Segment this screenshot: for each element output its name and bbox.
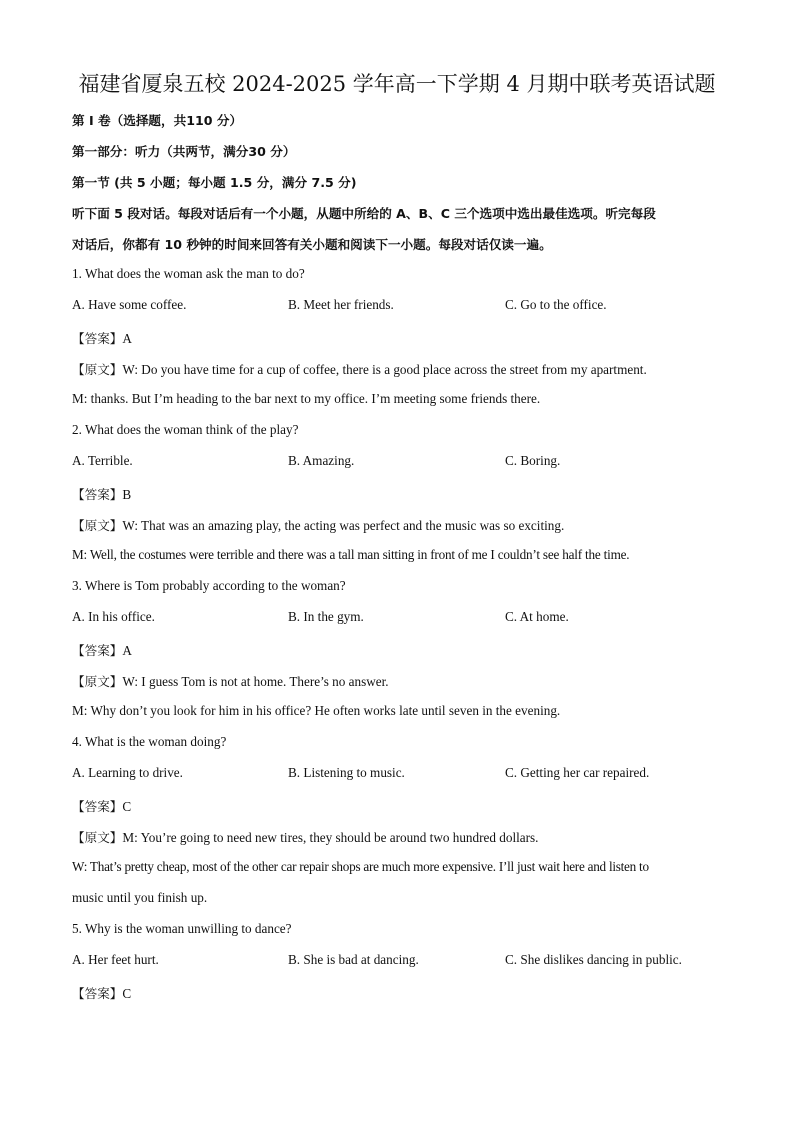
answer-value: C bbox=[122, 986, 132, 1001]
answer-line bbox=[72, 328, 132, 347]
part-heading: 第一部分：听力（共两节，满分30 分） bbox=[72, 144, 296, 159]
answer-value: A bbox=[122, 331, 132, 346]
subsection-heading: 第一节 (共 5 小题；每小题 1.5 分，满分 7.5 分) bbox=[72, 175, 357, 190]
answer-tag: 【答案】 bbox=[72, 986, 123, 1001]
option-b: B. She is bad at dancing. bbox=[288, 952, 419, 967]
answer-line bbox=[72, 983, 131, 1002]
instruction-line: 对话后，你都有 10 秒钟的时间来回答有关小题和阅读下一小题。每段对话仅读一遍。 bbox=[72, 237, 552, 252]
option-a: A. In his office. bbox=[72, 609, 155, 624]
answer-tag: 【答案】 bbox=[72, 643, 123, 658]
script-tag: 【原文】 bbox=[72, 674, 123, 689]
script-line: music until you finish up. bbox=[72, 890, 208, 905]
script-text: W: I guess Tom is not at home. There’s no answer. bbox=[122, 674, 389, 689]
answer-value: B bbox=[122, 487, 132, 502]
option-b: B. Meet her friends. bbox=[288, 297, 394, 312]
option-a: A. Terrible. bbox=[72, 453, 133, 468]
script-tag: 【原文】 bbox=[72, 830, 123, 845]
script-text: M: You’re going to need new tires, they should be around two hundred dollars. bbox=[122, 830, 539, 845]
option-b: B. Amazing. bbox=[288, 453, 355, 468]
question-text: 1. What does the woman ask the man to do? bbox=[72, 266, 305, 281]
question-text: 5. Why is the woman unwilling to dance? bbox=[72, 921, 292, 936]
option-c: C. At home. bbox=[505, 609, 569, 624]
question-text: 4. What is the woman doing? bbox=[72, 734, 227, 749]
script-line: W: That’s pretty cheap, most of the other car repair shops are much more expensive. I’ll just wait here and listen to bbox=[72, 859, 649, 874]
script-line bbox=[72, 671, 389, 690]
instruction-line: 听下面 5 段对话。每段对话后有一个小题，从题中所给的 A、B、C 三个选项中选出最佳选项。听完每段 bbox=[72, 206, 656, 221]
answer-tag: 【答案】 bbox=[72, 331, 123, 346]
option-c: C. Boring. bbox=[505, 453, 561, 468]
script-line: M: thanks. But I’m heading to the bar next to my office. I’m meeting some friends there. bbox=[72, 391, 541, 406]
option-c: C. Go to the office. bbox=[505, 297, 607, 312]
option-b: B. Listening to music. bbox=[288, 765, 405, 780]
script-line bbox=[72, 359, 647, 378]
script-line bbox=[72, 827, 538, 846]
answer-value: C bbox=[122, 799, 132, 814]
script-text: W: Do you have time for a cup of coffee, there is a good place across the street from my apartment. bbox=[122, 362, 647, 377]
option-a: A. Have some coffee. bbox=[72, 297, 187, 312]
script-line: M: Well, the costumes were terrible and there was a tall man sitting in front of me I couldn’t see half the time. bbox=[72, 547, 630, 562]
answer-line bbox=[72, 484, 131, 503]
answer-line bbox=[72, 640, 132, 659]
question-text: 3. Where is Tom probably according to the woman? bbox=[72, 578, 346, 593]
answer-line bbox=[72, 796, 131, 815]
script-line bbox=[72, 515, 564, 534]
option-c: C. She dislikes dancing in public. bbox=[505, 952, 682, 967]
answer-tag: 【答案】 bbox=[72, 799, 123, 814]
option-b: B. In the gym. bbox=[288, 609, 364, 624]
section-heading: 第 I 卷（选择题，共110 分） bbox=[72, 113, 243, 128]
answer-value: A bbox=[122, 643, 132, 658]
option-c: C. Getting her car repaired. bbox=[505, 765, 650, 780]
script-line: M: Why don’t you look for him in his office? He often works late until seven in the evening. bbox=[72, 703, 561, 718]
page-title: 福建省厦泉五校 2024-2025 学年高一下学期 4 月期中联考英语试题 bbox=[78, 72, 716, 96]
answer-tag: 【答案】 bbox=[72, 487, 123, 502]
script-tag: 【原文】 bbox=[72, 518, 123, 533]
option-a: A. Learning to drive. bbox=[72, 765, 183, 780]
question-text: 2. What does the woman think of the play? bbox=[72, 422, 299, 437]
option-a: A. Her feet hurt. bbox=[72, 952, 159, 967]
script-tag: 【原文】 bbox=[72, 362, 123, 377]
script-text: W: That was an amazing play, the acting was perfect and the music was so exciting. bbox=[122, 518, 565, 533]
